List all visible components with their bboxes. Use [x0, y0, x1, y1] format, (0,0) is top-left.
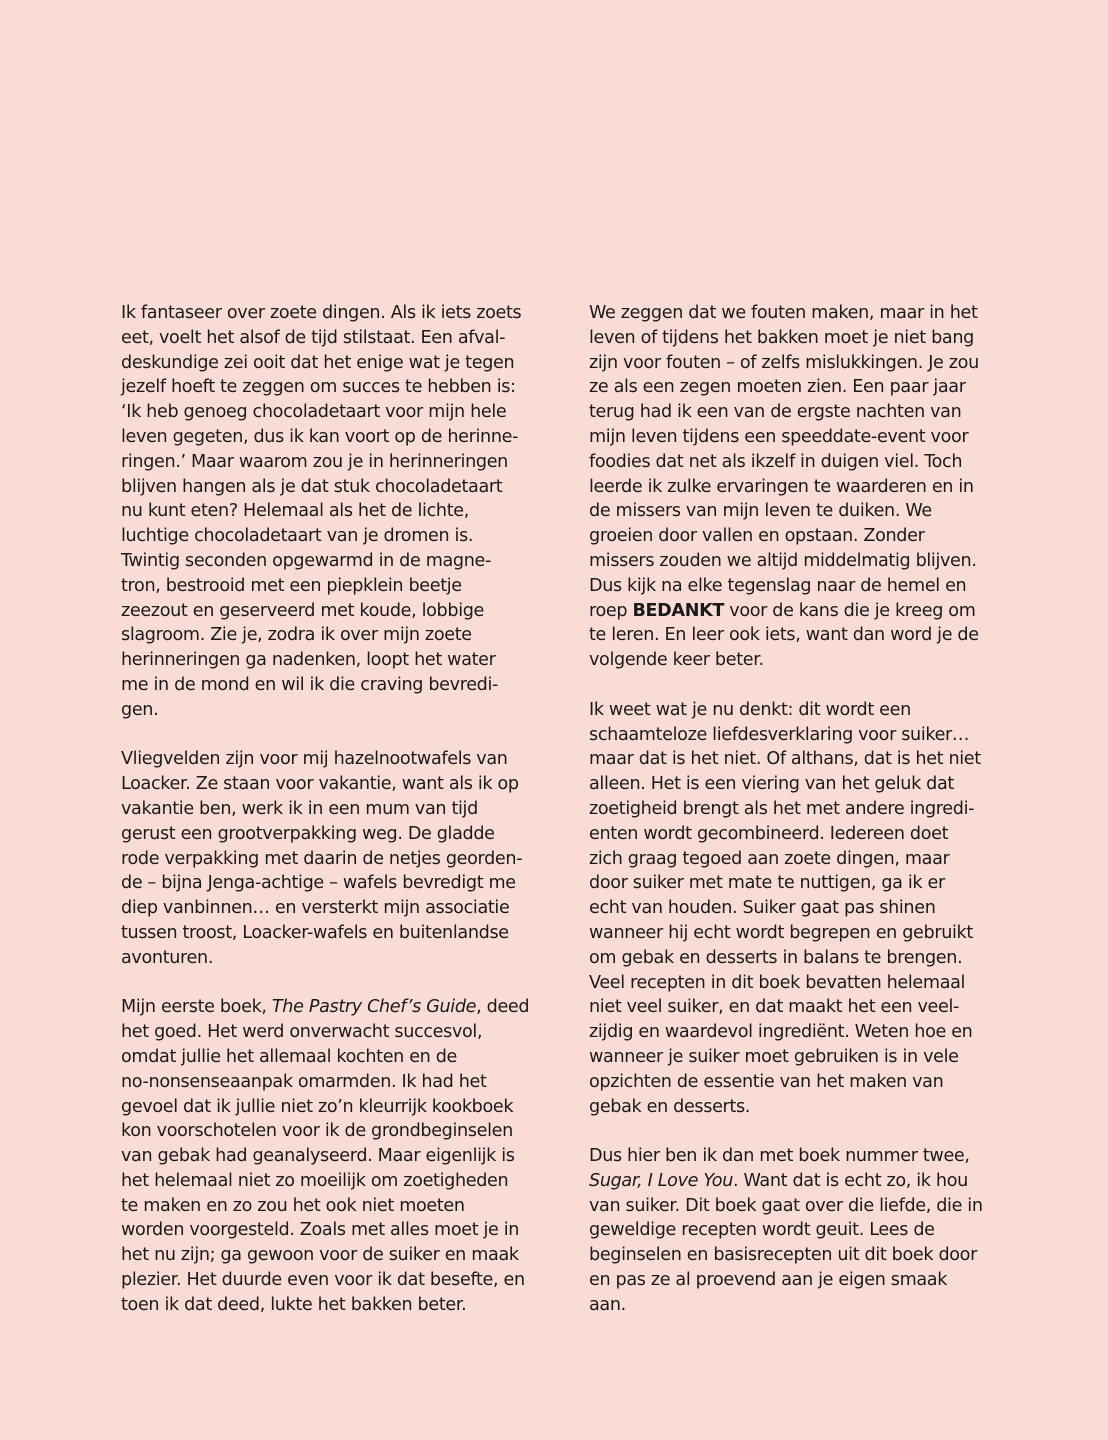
text-line: zich graag tegoed aan zoete dingen, maar	[589, 848, 950, 869]
text-line: tron, bestrooid met een piepklein beetje	[121, 575, 462, 596]
text-line: de missers van mijn leven te duiken. We	[589, 501, 932, 522]
text-line: tussen troost, Loacker-wafels en buitenlandse	[121, 922, 509, 943]
text-line: diep vanbinnen… en versterkt mijn associatie	[121, 898, 510, 919]
text-line: aan.	[589, 1294, 626, 1315]
text-line: leven gegeten, dus ik kan voort op de herinne-	[121, 426, 519, 447]
text-line: echt van houden. Suiker gaat pas shinen	[589, 898, 936, 919]
text-line: jezelf hoeft te zeggen om succes te hebben is:	[121, 377, 516, 398]
text-line	[121, 995, 555, 1020]
text-line: omdat jullie het allemaal kochten en de	[121, 1046, 458, 1067]
text-line: zijn voor fouten – of zelfs mislukkingen. Je zou	[589, 352, 979, 373]
text-line: no-nonsenseaanpak omarmden. Ik had het	[121, 1071, 487, 1092]
text-line: wanneer je suiker moet gebruiken is in vele	[589, 1046, 959, 1067]
text-line: ‘Ik heb genoeg chocoladetaart voor mijn hele	[121, 402, 507, 423]
text-line: mijn leven tijdens een speeddate-event voor	[589, 426, 969, 447]
text-segment: voor de kans die je kreeg om	[724, 600, 976, 621]
text-line: opzichten de essentie van het maken van	[589, 1071, 944, 1092]
text-line: Vliegvelden zijn voor mij hazelnootwafels van	[121, 749, 508, 770]
text-line: worden voorgesteld. Zoals met alles moet je in	[121, 1220, 520, 1241]
text-line: Loacker. Ze staan voor vakantie, want als ik op	[121, 774, 519, 795]
text-line: herinneringen ga nadenken, loopt het water	[121, 650, 496, 671]
text-line: Dus hier ben ik dan met boek nummer twee,	[589, 1146, 970, 1167]
text-line: Veel recepten in dit boek bevatten helemaal	[589, 972, 966, 993]
text-line: We zeggen dat we fouten maken, maar in het	[589, 303, 978, 323]
text-line: eet, voelt het alsof de tijd stilstaat. Een afval-	[121, 327, 506, 348]
emphasis-bedankt: BEDANKT	[632, 600, 725, 621]
text-line: luchtige chocoladetaart van je dromen is.	[121, 526, 474, 547]
right-column	[589, 301, 1023, 1342]
text-line: Ik fantaseer over zoete dingen. Als ik iets zoets	[121, 303, 522, 323]
text-line: zoetigheid brengt als het met andere ingredi-	[589, 798, 975, 819]
text-line: de – bijna Jenga-achtige – wafels bevredigt me	[121, 873, 516, 894]
text-line: te leren. En leer ook iets, want dan word je de	[589, 625, 979, 646]
text-segment: Mijn eerste boek,	[121, 997, 272, 1018]
text-segment: roep	[589, 600, 633, 621]
text-line: beginselen en basisrecepten uit dit boek door	[589, 1245, 977, 1266]
text-line: te maken en zo zou het ook niet moeten	[121, 1195, 465, 1216]
left-column	[121, 301, 555, 1342]
text-line: gerust een grootverpakking weg. De gladde	[121, 823, 495, 844]
text-line: leven of tijdens het bakken moet je niet bang	[589, 327, 974, 348]
text-line: me in de mond en wil ik die craving bevredi-	[121, 674, 499, 695]
text-line: schaamteloze liefdesverklaring voor suiker…	[589, 724, 970, 745]
text-line: toen ik dat deed, lukte het bakken beter.	[121, 1294, 467, 1315]
text-segment: , deed	[476, 997, 530, 1018]
paragraph-mistakes	[589, 301, 1023, 673]
text-line: groeien door vallen en opstaan. Zonder	[589, 526, 925, 547]
text-line: terug had ik een van de ergste nachten van	[589, 402, 962, 423]
text-line: gen.	[121, 699, 159, 720]
text-line: gebak en desserts.	[589, 1096, 751, 1117]
text-line: en pas ze al proevend aan je eigen smaak	[589, 1270, 948, 1291]
text-line: van gebak had geanalyseerd. Maar eigenlijk is	[121, 1146, 515, 1167]
book-title: Sugar, I Love You	[589, 1170, 734, 1191]
text-line: om gebak en desserts in balans te brengen.	[589, 947, 963, 968]
text-line: foodies dat net als ikzelf in duigen viel. Toch	[589, 451, 963, 472]
text-line: nu kunt eten? Helemaal als het de lichte,	[121, 501, 469, 522]
text-line: plezier. Het duurde even voor ik dat besefte, en	[121, 1270, 525, 1291]
text-line: deskundige zei ooit dat het enige wat je tegen	[121, 352, 515, 373]
text-line: door suiker met mate te nuttigen, ga ik er	[589, 873, 945, 894]
paragraph-book-two	[589, 1144, 1023, 1318]
text-line: maar dat is het niet. Of althans, dat is het niet	[589, 749, 981, 770]
text-line: rode verpakking met daarin de netjes georden-	[121, 848, 523, 869]
text-line: het nu zijn; ga gewoon voor de suiker en maak	[121, 1245, 519, 1266]
text-line: gevoel dat ik jullie niet zo’n kleurrijk kookboek	[121, 1096, 514, 1117]
text-line	[589, 599, 1023, 624]
text-line: vakantie ben, werk ik in een mum van tijd	[121, 798, 478, 819]
text-line: Dus kijk na elke tegenslag naar de hemel en	[589, 575, 967, 596]
text-line	[589, 1169, 1023, 1194]
text-line: Ik weet wat je nu denkt: dit wordt een	[589, 699, 911, 720]
text-line: zijdig en waardevol ingrediënt. Weten hoe en	[589, 1022, 973, 1043]
paragraph-airports-loacker	[121, 747, 555, 970]
paragraph-sweet-fantasies	[121, 301, 555, 723]
text-line: Twintig seconden opgewarmd in de magne-	[121, 550, 492, 571]
book-title: The Pastry Chef’s Guide	[271, 997, 477, 1018]
paragraph-first-book	[121, 995, 555, 1317]
text-line: ze als een zegen moeten zien. Een paar jaar	[589, 377, 966, 398]
text-line: het goed. Het werd onverwacht succesvol,	[121, 1022, 483, 1043]
text-line: het helemaal niet zo moeilijk om zoetigheden	[121, 1170, 509, 1191]
text-line: missers zouden we altijd middelmatig blijven.	[589, 550, 977, 571]
text-line: van suiker. Dit boek gaat over die liefde, die in	[589, 1195, 983, 1216]
text-line: slagroom. Zie je, zodra ik over mijn zoete	[121, 625, 472, 646]
text-line: enten wordt gecombineerd. Iedereen doet	[589, 823, 949, 844]
text-line: avonturen.	[121, 947, 214, 968]
text-line: leerde ik zulke ervaringen te waarderen en in	[589, 476, 974, 497]
text-line: volgende keer beter.	[589, 650, 764, 671]
text-line: niet veel suiker, en dat maakt het een veel-	[589, 997, 960, 1018]
text-line: zeezout en geserveerd met koude, lobbige	[121, 600, 485, 621]
text-line: alleen. Het is een viering van het geluk dat	[589, 774, 954, 795]
paragraph-sugar-love	[589, 698, 1023, 1120]
text-line: wanneer hij echt wordt begrepen en gebruikt	[589, 922, 973, 943]
text-line: ringen.’ Maar waarom zou je in herinneringen	[121, 451, 508, 472]
text-line: kon voorschotelen voor ik de grondbeginselen	[121, 1121, 513, 1142]
text-line: blijven hangen als je dat stuk chocoladetaart	[121, 476, 503, 497]
text-line: geweldige recepten wordt geuit. Lees de	[589, 1220, 935, 1241]
text-segment: . Want dat is echt zo, ik hou	[733, 1170, 968, 1191]
